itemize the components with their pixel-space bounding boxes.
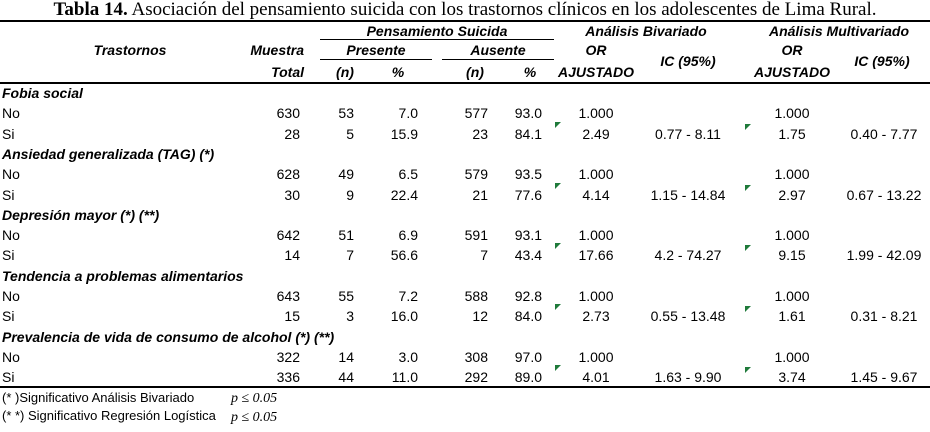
header-ajustado-m: AJUSTADO — [754, 64, 830, 80]
cell-presente-pct: 15.9 — [390, 125, 418, 142]
cell-presente-n: 53 — [338, 105, 354, 122]
row-label: Si — [2, 369, 15, 386]
cell-or-multivariado: 1.000 — [774, 288, 810, 304]
cell-ic-bivariado: 0.55 - 13.48 — [650, 308, 726, 325]
cell-presente-n: 44 — [338, 369, 354, 386]
cell-total: 628 — [276, 166, 300, 183]
row-label: Si — [2, 186, 15, 203]
table-title — [0, 0, 930, 20]
table-number: Tabla 14. — [53, 0, 128, 20]
cell-ausente-pct: 92.8 — [514, 288, 542, 304]
row-label: No — [2, 288, 20, 304]
header-ic-m: IC (95%) — [854, 53, 910, 69]
cell-presente-n: 51 — [338, 227, 354, 244]
cell-total: 15 — [284, 308, 300, 325]
cell-total: 28 — [284, 125, 300, 142]
cell-or-bivariado: 17.66 — [578, 247, 614, 264]
cell-ausente-pct: 84.1 — [514, 125, 542, 142]
row-label: Si — [2, 125, 15, 142]
cell-or-multivariado: 1.61 — [778, 308, 806, 325]
cell-ausente-pct: 93.0 — [514, 105, 542, 122]
header-ajustado-b: AJUSTADO — [558, 64, 634, 80]
cell-or-multivariado: 3.74 — [778, 369, 806, 386]
rule-ausente — [442, 59, 554, 60]
section-title: Prevalencia de vida de consumo de alcohol (*) (**) — [2, 328, 335, 345]
cell-presente-n: 14 — [338, 348, 354, 365]
cell-presente-pct: 22.4 — [390, 186, 418, 203]
cell-presente-pct: 16.0 — [390, 308, 418, 325]
significance-flag-icon — [555, 365, 561, 371]
row-label: Si — [2, 247, 15, 264]
cell-ausente-n: 579 — [464, 166, 488, 183]
top-rule — [0, 20, 930, 22]
cell-total: 642 — [276, 227, 300, 244]
cell-ic-multivariado: 1.45 - 9.67 — [850, 369, 918, 386]
cell-ausente-pct: 93.1 — [514, 227, 542, 244]
cell-ausente-n: 23 — [472, 125, 488, 142]
cell-presente-n: 49 — [338, 166, 354, 183]
cell-ic-bivariado: 4.2 - 74.27 — [654, 247, 722, 264]
footnote-regresion: (* *) Significativo Regresión Logística — [2, 408, 216, 423]
cell-ausente-n: 591 — [464, 227, 488, 244]
cell-presente-pct: 56.6 — [390, 247, 418, 264]
row-label: Si — [2, 308, 15, 325]
row-label: No — [2, 227, 20, 244]
row-label: No — [2, 166, 20, 183]
significance-flag-icon — [555, 183, 561, 189]
cell-ausente-n: 12 — [472, 308, 488, 325]
footnote-bivariado-p: p ≤ 0.05 — [231, 391, 278, 406]
cell-or-bivariado: 4.14 — [582, 186, 610, 203]
cell-or-bivariado: 2.73 — [582, 308, 610, 325]
header-total: Total — [271, 64, 304, 80]
header-or-b: OR — [585, 42, 607, 58]
header-presente-pct: % — [391, 64, 405, 80]
cell-ausente-n: 7 — [480, 247, 488, 264]
cell-or-bivariado: 4.01 — [582, 369, 610, 386]
cell-ic-multivariado: 0.40 - 7.77 — [850, 125, 918, 142]
section-title: Fobia social — [2, 85, 83, 101]
cell-presente-n: 5 — [346, 125, 354, 142]
cell-or-bivariado: 1.000 — [578, 105, 614, 122]
bottom-rule — [0, 386, 930, 388]
cell-total: 643 — [276, 288, 300, 304]
section-title: Tendencia a problemas alimentarios — [2, 267, 244, 284]
header-trastornos: Trastornos — [93, 42, 167, 58]
header-analisis-multivariado: Análisis Multivariado — [768, 23, 910, 39]
header-ausente-pct: % — [523, 64, 537, 80]
cell-or-bivariado: 1.000 — [578, 288, 614, 304]
cell-presente-n: 3 — [346, 308, 354, 325]
cell-total: 630 — [276, 105, 300, 122]
cell-presente-n: 9 — [346, 186, 354, 203]
cell-ausente-pct: 93.5 — [514, 166, 542, 183]
header-pensamiento-suicida: Pensamiento Suicida — [366, 23, 508, 39]
cell-ausente-n: 21 — [472, 186, 488, 203]
cell-total: 322 — [276, 348, 300, 365]
significance-flag-icon — [745, 124, 751, 130]
header-or-m: OR — [781, 42, 803, 58]
header-ausente: Ausente — [470, 42, 526, 58]
cell-total: 30 — [284, 186, 300, 203]
cell-ic-bivariado: 1.15 - 14.84 — [650, 186, 726, 203]
cell-ausente-n: 292 — [464, 369, 488, 386]
cell-ausente-n: 577 — [464, 105, 488, 122]
cell-or-bivariado: 1.000 — [578, 227, 614, 244]
significance-flag-icon — [745, 367, 751, 373]
cell-ic-bivariado: 1.63 - 9.90 — [654, 369, 722, 386]
footnote-regresion-p: p ≤ 0.05 — [231, 410, 278, 425]
cell-total: 336 — [276, 369, 300, 386]
significance-flag-icon — [555, 122, 561, 128]
cell-or-multivariado: 9.15 — [778, 247, 806, 264]
cell-or-multivariado: 1.000 — [774, 105, 810, 122]
cell-or-multivariado: 1.000 — [774, 227, 810, 244]
significance-flag-icon — [745, 306, 751, 312]
cell-ausente-pct: 84.0 — [514, 308, 542, 325]
header-ic-b: IC (95%) — [660, 53, 716, 69]
header-ausente-n: (n) — [466, 64, 484, 80]
row-label: No — [2, 105, 20, 122]
cell-presente-pct: 3.0 — [398, 348, 418, 365]
rule-presente — [320, 59, 432, 60]
header-presente: Presente — [346, 42, 406, 58]
section-title: Ansiedad generalizada (TAG) (*) — [2, 145, 215, 162]
significance-flag-icon — [745, 245, 751, 251]
footnote-bivariado: (* )Significativo Análisis Bivariado — [2, 390, 195, 405]
cell-ausente-n: 588 — [464, 288, 488, 304]
cell-presente-pct: 6.5 — [398, 166, 418, 183]
significance-flag-icon — [555, 304, 561, 310]
cell-ic-multivariado: 0.67 - 13.22 — [846, 186, 922, 203]
cell-ausente-pct: 89.0 — [514, 369, 542, 386]
cell-or-bivariado: 2.49 — [582, 125, 610, 142]
cell-ic-multivariado: 1.99 - 42.09 — [846, 247, 922, 264]
cell-total: 14 — [284, 247, 300, 264]
cell-or-multivariado: 1.75 — [778, 125, 806, 142]
cell-or-multivariado: 2.97 — [778, 186, 806, 203]
cell-ausente-pct: 43.4 — [514, 247, 542, 264]
cell-ic-bivariado: 0.77 - 8.11 — [655, 125, 721, 142]
significance-flag-icon — [745, 185, 751, 191]
cell-presente-n: 55 — [338, 288, 354, 304]
cell-presente-pct: 7.0 — [398, 105, 418, 122]
cell-ausente-n: 308 — [464, 348, 488, 365]
cell-or-bivariado: 1.000 — [578, 166, 614, 183]
cell-presente-n: 7 — [346, 247, 354, 264]
cell-ausente-pct: 77.6 — [514, 186, 542, 203]
table-caption: Asociación del pensamiento suicida con los trastornos clínicos en los adolescentes de Lima Rural. — [127, 0, 877, 20]
rule-pensamiento — [320, 39, 554, 40]
significance-flag-icon — [555, 243, 561, 249]
row-label: No — [2, 348, 20, 365]
cell-presente-pct: 7.2 — [398, 288, 418, 304]
header-muestra: Muestra — [250, 42, 304, 58]
cell-or-bivariado: 1.000 — [578, 348, 614, 365]
header-presente-n: (n) — [336, 64, 354, 80]
cell-presente-pct: 11.0 — [391, 369, 418, 386]
cell-ic-multivariado: 0.31 - 8.21 — [850, 308, 918, 325]
cell-presente-pct: 6.9 — [398, 227, 418, 244]
section-title: Depresión mayor (*) (**) — [2, 206, 160, 223]
header-analisis-bivariado: Análisis Bivariado — [585, 23, 707, 39]
cell-or-multivariado: 1.000 — [774, 348, 810, 365]
cell-or-multivariado: 1.000 — [774, 166, 810, 183]
cell-ausente-pct: 97.0 — [514, 348, 542, 365]
header-rule — [0, 82, 930, 84]
